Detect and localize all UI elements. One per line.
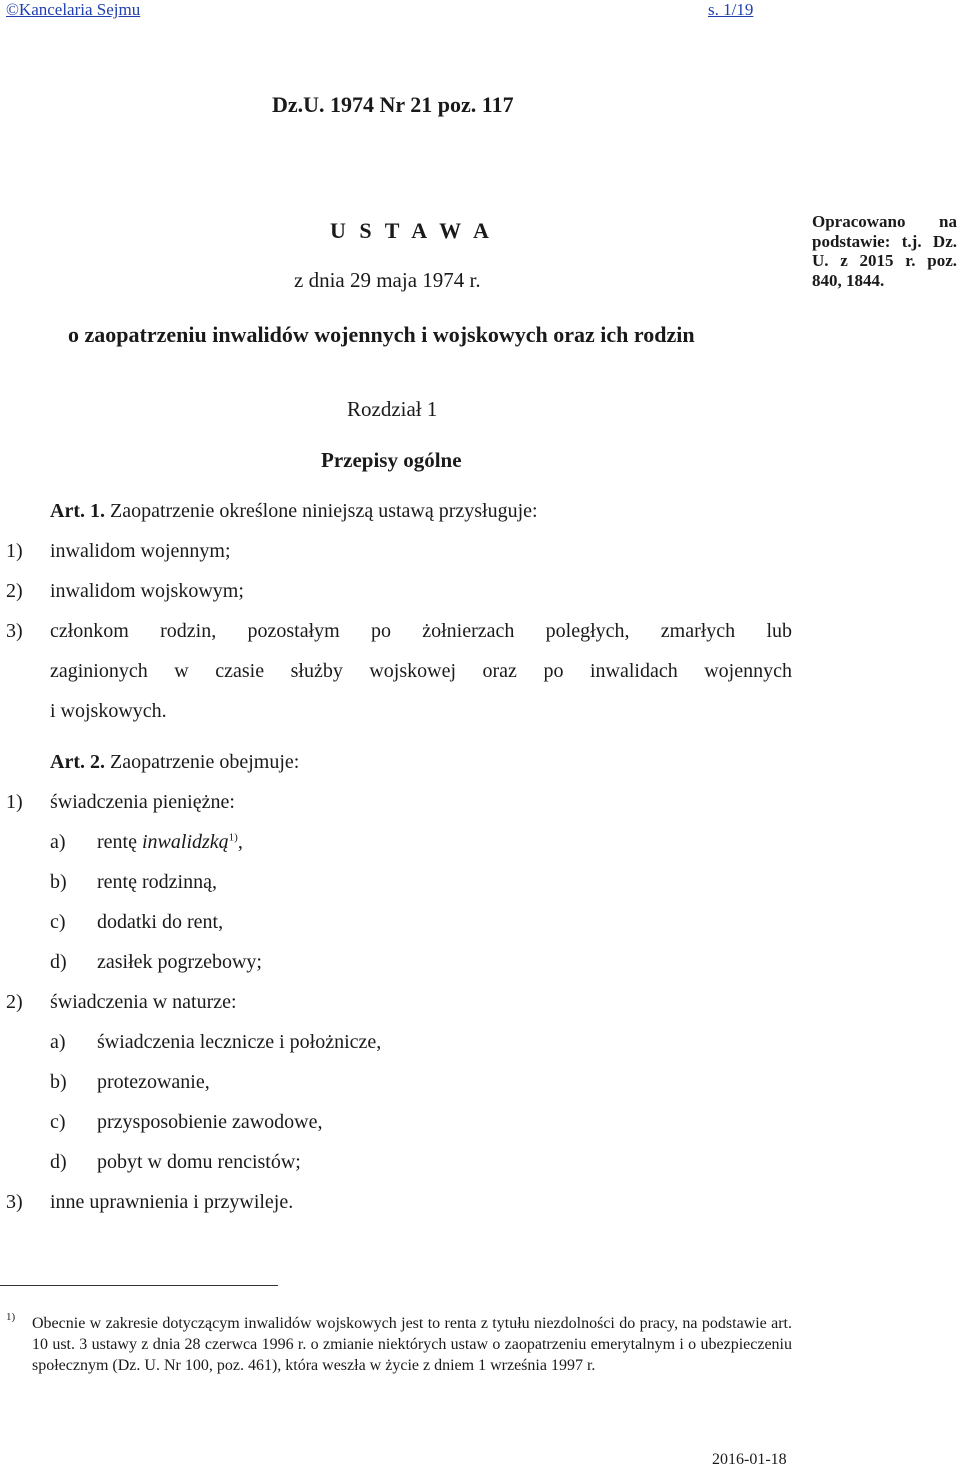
- art2-subitem-text: rentę rodzinną,: [97, 871, 217, 893]
- art2-label: Art. 2.: [50, 751, 105, 773]
- subitem-text-post: ,: [237, 831, 243, 853]
- art2-intro: Zaopatrzenie obejmuje:: [109, 751, 300, 773]
- art2-subitem-text: świadczenia lecznicze i położnicze,: [97, 1031, 382, 1053]
- footnote-marker: 1): [6, 1311, 16, 1323]
- art2-subitem-text: dodatki do rent,: [97, 911, 224, 933]
- art1-item-text-line: i wojskowych.: [50, 700, 167, 722]
- art2-subitem-text: [97, 831, 243, 854]
- footnote-reference[interactable]: 1): [228, 831, 238, 844]
- art2-subitem-letter: b): [50, 1071, 67, 1093]
- art1-item-num: 2): [6, 580, 23, 602]
- art1-label: Art. 1.: [50, 500, 105, 522]
- footnote-separator: [0, 1285, 278, 1286]
- art2-item-text: inne uprawnienia i przywileje.: [50, 1191, 294, 1213]
- act-date: z dnia 29 maja 1974 r.: [294, 268, 481, 292]
- art2-item-num: 1): [6, 791, 23, 813]
- chapter-name: Przepisy ogólne: [321, 448, 462, 472]
- art1-item-text: inwalidom wojennym;: [50, 540, 231, 562]
- footnote-text: Obecnie w zakresie dotyczącym inwalidów wojskowych jest to renta z tytułu niezdolności do pracy, na podstawie art. 10 ust. 3 ustawy z dnia 28 czerwca 1996 r. o zmianie niektórych ustaw o zaopatrzeniu emerytalnym i o ubezpieczeniu społecznym (Dz. U. Nr 100, poz. 461), która weszła w życie z dniem 1 września 1997 r.: [32, 1315, 792, 1374]
- art1-intro-line: [50, 500, 538, 523]
- art2-subitem-text: zasiłek pogrzebowy;: [97, 951, 262, 973]
- art1-item-text: inwalidom wojskowym;: [50, 580, 244, 602]
- art2-subitem-letter: a): [50, 1031, 66, 1053]
- art1-item-num: 1): [6, 540, 23, 562]
- art2-item-text: świadczenia pieniężne:: [50, 791, 235, 813]
- art2-item-text: świadczenia w naturze:: [50, 991, 237, 1013]
- art2-subitem-text: przysposobienie zawodowe,: [97, 1111, 323, 1133]
- subitem-text-italic: inwalidzką: [141, 831, 229, 853]
- art2-subitem-letter: c): [50, 911, 66, 933]
- subitem-text-pre: rentę: [97, 831, 142, 853]
- art1-item-num: 3): [6, 620, 23, 642]
- art2-subitem-letter: a): [50, 831, 66, 853]
- art2-subitem-letter: d): [50, 1151, 67, 1173]
- basis-note: Opracowano na podstawie: t.j. Dz. U. z 2015 r. poz. 840, 1844.: [812, 212, 957, 290]
- art2-subitem-letter: b): [50, 871, 67, 893]
- document-date: 2016-01-18: [712, 1451, 787, 1468]
- art1-intro: Zaopatrzenie określone niniejszą ustawą przysługuje:: [109, 500, 538, 522]
- art2-subitem-letter: d): [50, 951, 67, 973]
- art2-item-num: 3): [6, 1191, 23, 1213]
- art2-subitem-text: protezowanie,: [97, 1071, 210, 1093]
- art1-item-text-line: zaginionych w czasie służby wojskowej oraz po inwalidach wojennych: [50, 660, 792, 682]
- act-reference: Dz.U. 1974 Nr 21 poz. 117: [272, 92, 514, 117]
- art2-intro-line: [50, 751, 299, 774]
- act-type: U S T A W A: [330, 218, 493, 243]
- art2-item-num: 2): [6, 991, 23, 1013]
- chapter-number: Rozdział 1: [347, 397, 438, 421]
- art2-subitem-letter: c): [50, 1111, 66, 1133]
- page-number: s. 1/19: [708, 0, 754, 19]
- art2-subitem-text: pobyt w domu rencistów;: [97, 1151, 301, 1173]
- publisher-link[interactable]: ©Kancelaria Sejmu: [6, 0, 141, 19]
- act-title: o zaopatrzeniu inwalidów wojennych i wojskowych oraz ich rodzin: [68, 322, 695, 347]
- art1-item-text-line: członkom rodzin, pozostałym po żołnierzach poległych, zmarłych lub: [50, 620, 792, 642]
